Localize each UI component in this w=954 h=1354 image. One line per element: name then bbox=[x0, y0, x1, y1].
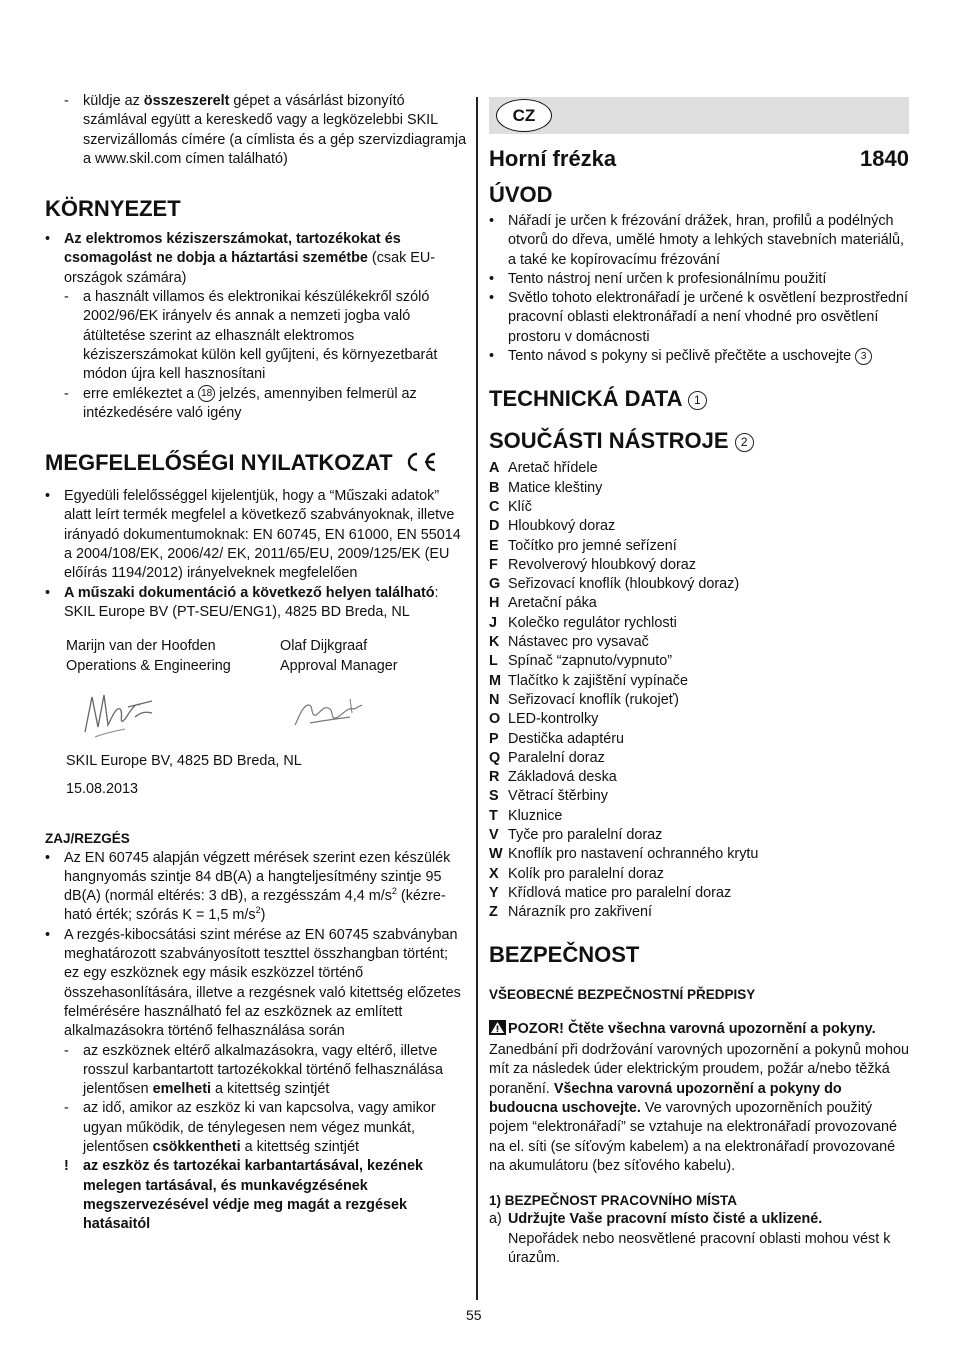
part-label: Nárazník pro zakřivení bbox=[508, 904, 652, 921]
part-label: Aretač hřídele bbox=[508, 460, 598, 477]
signatory-name: Marijn van der Hoofden bbox=[66, 638, 216, 655]
part-label: Knoflík pro nastavení ochranného krytu bbox=[508, 846, 759, 863]
part-label: Klíč bbox=[508, 498, 532, 515]
ref-number-badge: 18 bbox=[198, 385, 215, 402]
list-item: - erre emlékeztet a 18 jelzés, amennyiben felmerül az intézkedésére való igény bbox=[64, 385, 417, 421]
part-label: Křídlová matice pro paralelní doraz bbox=[508, 884, 732, 901]
part-label: Revolverový hloubkový doraz bbox=[508, 556, 696, 573]
parts-list-item bbox=[489, 903, 909, 922]
part-label: LED-kontrolky bbox=[508, 711, 599, 728]
part-letter: K bbox=[489, 634, 500, 651]
part-label: Destička adaptéru bbox=[508, 730, 624, 747]
list-item: - küldje az összeszerelt gépet a vásárlást bizonyító számlával együtt a kereskedő vagy a legközelebbi SKIL szervizállomás címére (a címlista és a gép szervizdiagramja a www.skil.com címen található) bbox=[64, 93, 467, 167]
parts-list-item bbox=[489, 865, 909, 884]
part-label: Točítko pro jemné seřízení bbox=[508, 537, 677, 554]
section-heading-environment: KÖRNYEZET bbox=[45, 196, 181, 222]
list-item: • Tento návod s pokyny si pečlivě přečtěte a uschovejte 3 bbox=[489, 347, 909, 366]
parts-list-item bbox=[489, 652, 909, 671]
part-letter: Q bbox=[489, 749, 501, 766]
parts-list-item bbox=[489, 537, 909, 556]
parts-list-item bbox=[489, 459, 909, 478]
list-item: - a használt villamos és elektronikai készülékekről szóló 2002/96/EK irányelv és annak a nemzeti jogba való átültetése szerint az elhasznált elektromos kéziszerszámokat külön kell gyűjteni, és környezetbarát módon újra kell hasznosítani bbox=[64, 289, 438, 383]
part-letter: N bbox=[489, 691, 500, 708]
part-label: Seřizovací knoflík (rukojeť) bbox=[508, 691, 679, 708]
parts-list-item bbox=[489, 749, 909, 768]
language-badge: CZ bbox=[496, 99, 552, 132]
parts-list-item bbox=[489, 672, 909, 691]
parts-list-item bbox=[489, 730, 909, 749]
part-label: Větrací štěrbiny bbox=[508, 788, 608, 805]
address: SKIL Europe BV, 4825 BD Breda, NL bbox=[66, 753, 302, 770]
part-letter: T bbox=[489, 807, 498, 824]
parts-list-item bbox=[489, 498, 909, 517]
section-heading-safety: BEZPEČNOST bbox=[489, 941, 640, 967]
parts-list-item bbox=[489, 807, 909, 826]
part-letter: R bbox=[489, 769, 500, 786]
subheading-general-safety: VŠEOBECNÉ BEZPEČNOSTNÍ PŘEDPISY bbox=[489, 986, 756, 1002]
parts-list-item bbox=[489, 556, 909, 575]
ref-number-badge: 2 bbox=[735, 433, 754, 452]
part-letter: G bbox=[489, 576, 501, 593]
part-label: Nástavec pro vysavač bbox=[508, 634, 649, 651]
parts-list-item bbox=[489, 633, 909, 652]
section-heading-tech-data: TECHNICKÁ DATA 1 bbox=[489, 386, 909, 412]
part-letter: H bbox=[489, 595, 500, 612]
list-item: • Egyedüli felelősséggel kijelentjük, hogy a “Műszaki adatok” alatt leírt termék megfelel a következő szabványoknak, illetve irányadó dokumentumoknak: EN 60745, EN 61000, EN 55014 a 2004/108/EK, 2006/42/ EK, 2011/65/EU, 2009/125/EK (EU előírás 1194/2012) irányelveknek megfelelően bbox=[45, 488, 461, 582]
list-item: • A rezgés-kibocsátási szint mérése az EN 60745 szabványban meghatározott szabványosított teszttel összhangban történt; ez egy eszköznek egy másik eszközzel történő összehasonlítására, illetve a rezgésnek való kitettség előzetes felmérésére használható fel az eszköznek az említett alkalmazásokra történő felhasználása során bbox=[45, 926, 461, 1040]
language-bar bbox=[489, 97, 909, 134]
parts-list-item bbox=[489, 575, 909, 594]
signatory-role: Operations & Engineering bbox=[66, 657, 231, 674]
part-letter: W bbox=[489, 846, 503, 863]
part-letter: P bbox=[489, 730, 499, 747]
list-item: a) Udržujte Vaše pracovní místo čisté a uklizené. Nepořádek nebo neosvětlené pracovní oblasti mohou vést k úrazům. bbox=[489, 1211, 891, 1267]
parts-list-item bbox=[489, 594, 909, 613]
list-item: - az idő, amikor az eszköz ki van kapcsolva, vagy amikor ugyan működik, de ténylegesen nem végez munkát, jelentősen csökkentheti a kitettség szintjét bbox=[64, 1100, 436, 1155]
section-heading-intro: ÚVOD bbox=[489, 182, 553, 207]
part-letter: J bbox=[489, 614, 498, 631]
section-heading-noise: ZAJ/REZGÉS bbox=[45, 831, 130, 847]
signatory-role: Approval Manager bbox=[280, 657, 398, 674]
ce-mark-icon bbox=[403, 451, 439, 479]
parts-list-item bbox=[489, 768, 909, 787]
date: 15.08.2013 bbox=[66, 781, 139, 798]
page-number: 55 bbox=[466, 1307, 482, 1323]
signature-2-icon bbox=[290, 695, 370, 735]
part-label: Hloubkový doraz bbox=[508, 518, 616, 535]
part-label: Tyče pro paralelní doraz bbox=[508, 827, 663, 844]
subheading-work-area: 1) BEZPEČNOST PRACOVNÍHO MÍSTA bbox=[489, 1193, 738, 1209]
part-letter: X bbox=[489, 865, 499, 882]
parts-list-item bbox=[489, 691, 909, 710]
list-item: • Tento nástroj není určen k profesionálnímu použití bbox=[489, 270, 827, 287]
part-label: Tlačítko k zajištění vypínače bbox=[508, 672, 688, 689]
part-label: Spínač “zapnuto/vypnuto” bbox=[508, 653, 672, 670]
list-item: - az eszköznek eltérő alkalmazásokra, vagy eltérő, illetve rosszul karbantartott tartozékokkal történő felhasználása jelentősen emelheti a kitettség szintjét bbox=[64, 1042, 443, 1098]
part-letter: D bbox=[489, 518, 500, 535]
model-number: 1840 bbox=[860, 146, 909, 171]
ref-number-badge: 1 bbox=[688, 391, 707, 410]
parts-list-item bbox=[489, 614, 909, 633]
left-column bbox=[45, 92, 467, 1234]
warning-triangle-icon bbox=[489, 1020, 506, 1041]
part-label: Kolík pro paralelní doraz bbox=[508, 865, 664, 882]
part-label: Základová deska bbox=[508, 769, 617, 786]
section-heading-conformity: MEGFELELŐSÉGI NYILATKOZAT bbox=[45, 450, 467, 479]
signature-block bbox=[45, 637, 467, 837]
list-item: • Světlo tohoto elektronářadí je určené k osvětlení bezprostřední pracovní oblasti elektronářadí a není vhodné pro osvětlení prostoru v domácnosti bbox=[489, 290, 908, 345]
signatory-name: Olaf Dijkgraaf bbox=[280, 638, 368, 655]
part-letter: A bbox=[489, 460, 500, 477]
part-letter: Y bbox=[489, 884, 499, 901]
ref-number-badge: 3 bbox=[855, 348, 872, 365]
parts-list-item bbox=[489, 884, 909, 903]
product-title: Horní frézka bbox=[489, 146, 617, 171]
part-letter: B bbox=[489, 479, 500, 496]
list-item: • Az EN 60745 alapján végzett mérések szerint ezen készülék hangnyomás szintje 84 dB(A) a hangteljesítmény szintje 95 dB(A) (normál eltérés: 3 dB), a rezgésszám 4,4 $m/s^2$ (kézre-ható érték; szórás K = 1,5 $m/s^2$) bbox=[45, 849, 451, 924]
part-letter: M bbox=[489, 672, 501, 689]
part-letter: Z bbox=[489, 904, 498, 921]
part-label: Matice kleštiny bbox=[508, 479, 603, 496]
general-warning-paragraph: POZOR! Čtěte všechna varovná upozornění a pokyny. Zanedbání při dodržování varovných upozornění a pokynů mohou mít za následek úder elektrickým proudem, požár a/nebo těžká poranění. Všechna varovná upozornění a pokyny do budoucna uschovejte. Ve varovných upozorněních použitý pojem “elektronářadí” se vztahuje na elektronářadí provozované na el. síti (se síťovým kabelem) a na elektronářadí provozované na akumulátoru (bez síťového kabelu). bbox=[489, 1020, 909, 1174]
parts-list-item bbox=[489, 826, 909, 845]
parts-list-item bbox=[489, 710, 909, 729]
warning-item: ! az eszköz és tartozékai karbantartásával, kezének melegen tartásával, és munkavégzésének megszervezésével védje meg magát a rezgések hatásaitól bbox=[64, 1158, 423, 1233]
column-divider bbox=[476, 97, 478, 1300]
parts-list-item bbox=[489, 845, 909, 864]
part-letter: F bbox=[489, 556, 498, 573]
part-label: Kolečko regulátor rychlosti bbox=[508, 614, 677, 631]
parts-list-item bbox=[489, 517, 909, 536]
right-column bbox=[489, 146, 909, 1268]
section-heading-parts: SOUČÁSTI NÁSTROJE 2 bbox=[489, 428, 909, 454]
parts-list-item bbox=[489, 479, 909, 498]
part-label: Aretační páka bbox=[508, 595, 597, 612]
part-letter: L bbox=[489, 653, 498, 670]
list-item: • Nářadí je určen k frézování drážek, hran, profilů a podélných otvorů do dřeva, umělé hmoty a lehkých stavebních materiálů, a také ke kopírovacímu frézování bbox=[489, 213, 904, 268]
product-title-row bbox=[489, 146, 909, 172]
parts-list bbox=[489, 459, 909, 922]
part-letter: C bbox=[489, 498, 500, 515]
part-label: Seřizovací knoflík (hloubkový doraz) bbox=[508, 576, 740, 593]
list-item: • Az elektromos kéziszerszámokat, tartozékokat és csomagolást ne dobja a háztartási szemétbe (csak EU-országok számára) bbox=[45, 231, 436, 286]
part-label: Paralelní doraz bbox=[508, 749, 605, 766]
list-item: • A műszaki dokumentáció a következő helyen található: SKIL Europe BV (PT-SEU/ENG1), 4825 BD Breda, NL bbox=[45, 584, 439, 620]
parts-list-item bbox=[489, 787, 909, 806]
intro-list bbox=[489, 212, 909, 366]
part-letter: E bbox=[489, 537, 499, 554]
part-label: Kluznice bbox=[508, 807, 563, 824]
part-letter: V bbox=[489, 827, 499, 844]
part-letter: O bbox=[489, 711, 501, 728]
signature-1-icon bbox=[80, 687, 160, 742]
part-letter: S bbox=[489, 788, 499, 805]
